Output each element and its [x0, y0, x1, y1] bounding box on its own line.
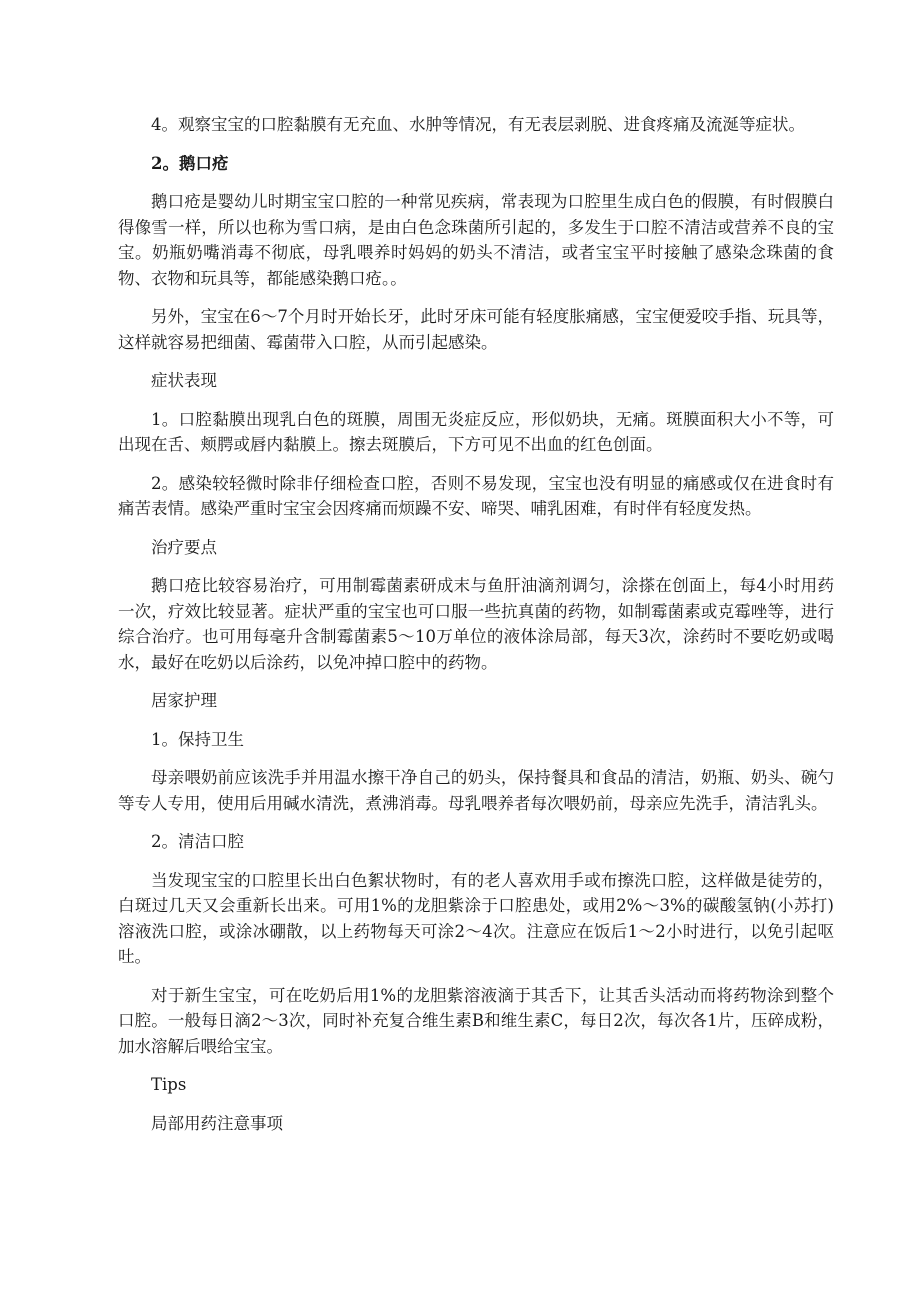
subheading-topical-notes: 局部用药注意事项: [151, 1113, 283, 1133]
paragraph-observe-mouth: 4。观察宝宝的口腔黏膜有无充血、水肿等情况，有无表层剥脱、进食疼痛及流涎等症状。: [151, 115, 805, 134]
subheading-symptoms: 症状表现: [151, 371, 217, 390]
paragraph-thrush-intro: 鹅口疮是婴幼儿时期宝宝口腔的一种常见疾病，常表现为口腔里生成白色的假膜，有时假膜白得像雪一样，所以也称为雪口病，是由白色念珠菌所引起的，多发生于口腔不清洁或营养不良的宝宝。奶瓶奶嘴消毒不彻底，母乳喂养时妈妈的奶头不清洁，或者宝宝平时接触了感染念珠菌的食物、衣物和玩具等，都能感染鹅口疮。。: [118, 192, 834, 288]
paragraph-treatment: 鹅口疮比较容易治疗，可用制霉菌素研成末与鱼肝油滴剂调匀，涂搽在创面上，每4小时用药一次，疗效比较显著。症状严重的宝宝也可口服一些抗真菌的药物，如制霉菌素或克霉唑等，进行综合治疗。也可用每毫升含制霉菌素5～10万单位的液体涂局部，每天3次，涂药时不要吃奶或喝水，最好在吃奶以后涂药，以免冲掉口腔中的药物。: [118, 576, 834, 672]
paragraph-symptom-1: 1。口腔黏膜出现乳白色的斑膜，周围无炎症反应，形似奶块，无痛。斑膜面积大小不等，可出现在舌、颊腭或唇内黏膜上。擦去斑膜后，下方可见不出血的红色创面。: [118, 409, 834, 454]
paragraph-symptom-2: 2。感染较轻微时除非仔细检查口腔，否则不易发现，宝宝也没有明显的痛感或仅在进食时有痛苦表情。感染严重时宝宝会因疼痛而烦躁不安、啼哭、哺乳困难，有时伴有轻度发热。: [118, 473, 834, 518]
paragraph-teething: 另外，宝宝在6～7个月时开始长牙，此时牙床可能有轻度胀痛感，宝宝便爱咬手指、玩具等，这样就容易把细菌、霉菌带入口腔，从而引起感染。: [118, 307, 834, 352]
subheading-tips: Tips: [151, 1075, 187, 1094]
paragraph-newborn: 对于新生宝宝，可在吃奶后用1%的龙胆紫溶液滴于其舌下，让其舌头活动而将药物涂到整个口腔。一般每日滴2～3次，同时补充复合维生素B和维生素C，每日2次，每次各1片，压碎成粉，加水溶解后喂给宝宝。: [118, 985, 834, 1056]
document-body: [118, 112, 834, 1149]
paragraph-clean-mouth: 当发现宝宝的口腔里长出白色絮状物时，有的老人喜欢用手或布擦洗口腔，这样做是徒劳的，白斑过几天又会重新长出来。可用1%的龙胆紫涂于口腔患处，或用2%～3%的碳酸氢钠(小苏打)溶液洗口腔，或涂冰硼散，以上药物每天可涂2～4次。注意应在饭后1～2小时进行，以免引起呕吐。: [118, 870, 834, 966]
paragraph-hygiene: 母亲喂奶前应该洗手并用温水擦干净自己的奶头，保持餐具和食品的清洁，奶瓶、奶头、碗勺等专人专用，使用后用碱水清洗，煮沸消毒。母乳喂养者每次喂奶前，母亲应先洗手，清洁乳头。: [118, 768, 834, 813]
section-heading-thrush: 2。鹅口疮: [151, 153, 229, 173]
subheading-home-care: 居家护理: [151, 691, 217, 710]
subheading-clean-mouth: 2。清洁口腔: [151, 832, 244, 851]
subheading-hygiene: 1。保持卫生: [151, 729, 244, 749]
subheading-treatment: 治疗要点: [151, 537, 217, 557]
